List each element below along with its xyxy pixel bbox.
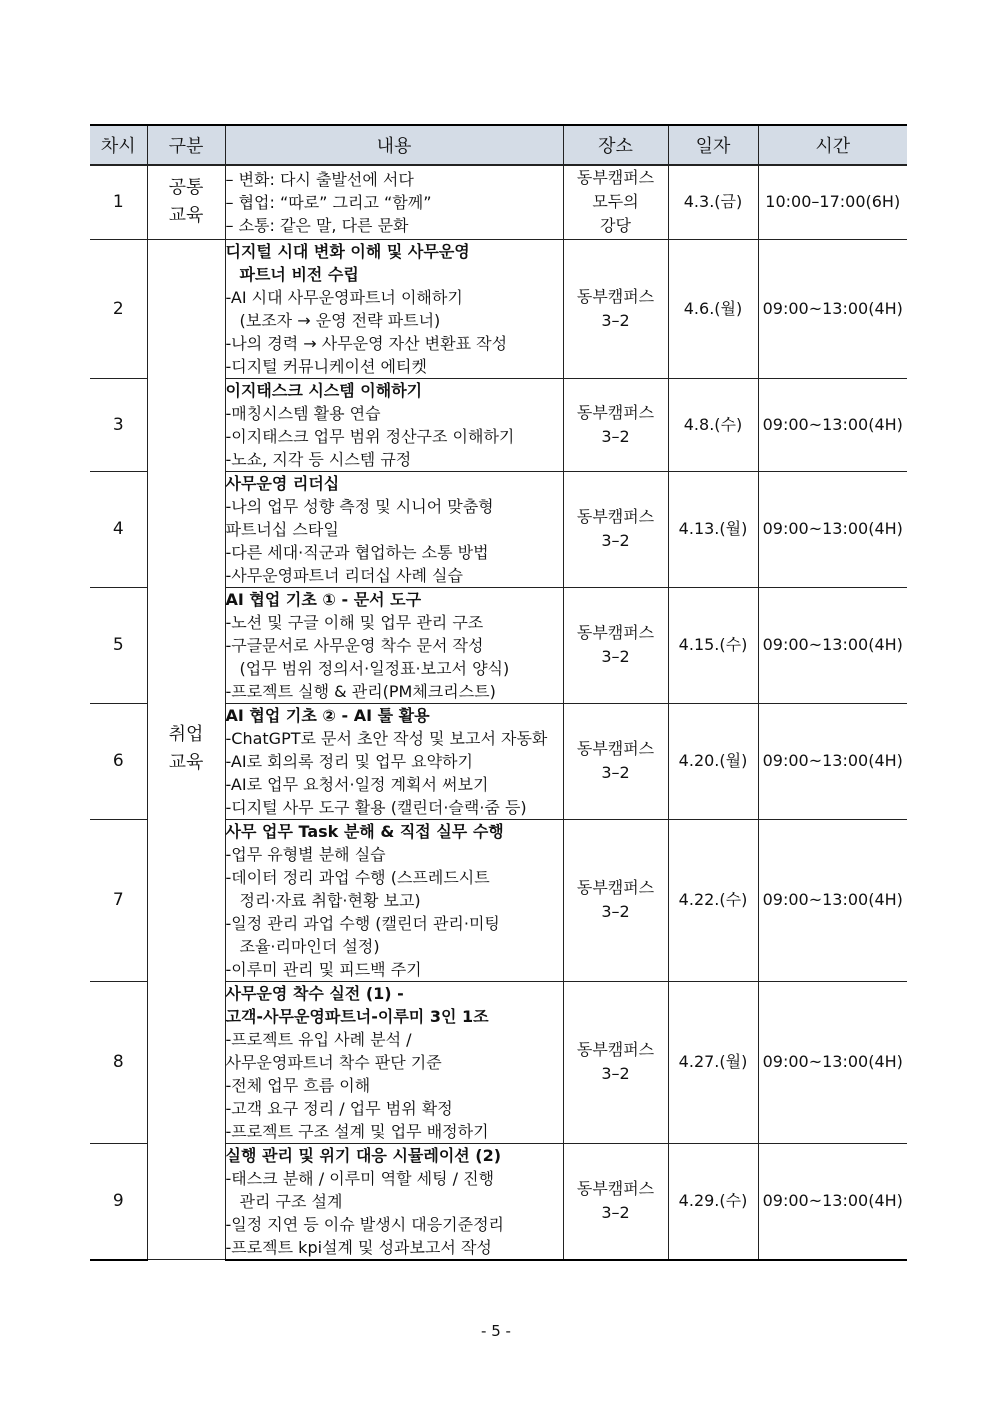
header-time: 시간 (758, 125, 907, 165)
content-line: 사무운영파트너 착수 판단 기준 (225, 1052, 442, 1072)
content-cell (225, 378, 563, 471)
content-line: (보조자 → 운영 전략 파트너) (239, 310, 441, 330)
table-header-row (90, 125, 907, 165)
place-text: 3–2 (601, 763, 630, 782)
place-cell (563, 378, 668, 471)
session-number: 1 (90, 165, 147, 239)
place-text: 강당 (600, 216, 631, 236)
content-heading: 사무운영 착수 실전 (1) - (225, 983, 404, 1003)
place-text: 동부캠퍼스 (576, 286, 655, 306)
place-cell (563, 165, 668, 239)
content-cell (225, 587, 563, 703)
content-cell (225, 239, 563, 378)
content-heading: 이지태스크 시스템 이해하기 (225, 380, 423, 400)
date-cell: 4.29.(수) (668, 1143, 758, 1260)
place-cell (563, 981, 668, 1143)
place-text: 동부캠퍼스 (576, 739, 655, 758)
content-line: 관리 구조 설계 (239, 1191, 343, 1211)
content-heading: 디지털 시대 변화 이해 및 사무운영 (225, 241, 470, 261)
time-cell: 09:00~13:00(4H) (758, 819, 907, 981)
content-heading: 파트너 비전 수립 (239, 264, 359, 284)
content-cell (225, 819, 563, 981)
place-text: 동부캠퍼스 (576, 507, 655, 526)
content-line: -프로젝트 kpi설계 및 성과보고서 작성 (225, 1237, 492, 1257)
place-text: 동부캠퍼스 (576, 878, 655, 897)
content-line: -AI로 업무 요청서·일정 계획서 써보기 (225, 774, 489, 794)
category-text: 교육 (168, 752, 204, 774)
time-cell: 09:00~13:00(4H) (758, 587, 907, 703)
time-cell: 09:00~13:00(4H) (758, 1143, 907, 1260)
content-line: -나의 업무 성향 측정 및 시니어 맞춤형 (225, 496, 494, 516)
content-line: – 소통: 같은 말, 다른 문화 (225, 215, 409, 235)
content-line: -전체 업무 흐름 이해 (225, 1075, 371, 1095)
header-session: 차시 (90, 125, 147, 165)
place-cell (563, 819, 668, 981)
schedule-body (90, 165, 907, 1260)
date-cell: 4.20.(월) (668, 703, 758, 819)
content-line: -나의 경력 → 사무운영 자산 변환표 작성 (225, 333, 508, 353)
time-cell: 09:00~13:00(4H) (758, 239, 907, 378)
place-text: 3–2 (601, 902, 630, 921)
content-line: (업무 범위 정의서·일정표·보고서 양식) (239, 658, 510, 678)
session-number: 6 (90, 703, 147, 819)
content-line: -업무 유형별 분해 실습 (225, 844, 386, 864)
content-line: -AI 시대 사무운영파트너 이해하기 (225, 287, 463, 307)
place-text: 동부캠퍼스 (576, 168, 655, 188)
content-cell (225, 165, 563, 239)
content-line: -구글문서로 사무운영 착수 문서 작성 (225, 635, 484, 655)
time-cell: 09:00~13:00(4H) (758, 981, 907, 1143)
date-cell: 4.15.(수) (668, 587, 758, 703)
content-line: -데이터 정리 과업 수행 (스프레드시트 (225, 867, 490, 887)
content-line: -매칭시스템 활용 연습 (225, 403, 381, 423)
place-text: 모두의 (592, 192, 639, 212)
content-line: -ChatGPT로 문서 초안 작성 및 보고서 자동화 (225, 728, 548, 748)
content-line: -다른 세대·직군과 협업하는 소통 방법 (225, 542, 489, 562)
session-number: 9 (90, 1143, 147, 1260)
content-line: -노쇼, 지각 등 시스템 규정 (225, 449, 412, 469)
session-number: 5 (90, 587, 147, 703)
category-cell (147, 239, 225, 1260)
content-line: -일정 관리 과업 수행 (캘린더 관리·미팅 (225, 913, 500, 933)
session-number: 2 (90, 239, 147, 378)
place-text: 3–2 (601, 531, 630, 550)
content-line: -AI로 회의록 정리 및 업무 요약하기 (225, 751, 473, 771)
session-number: 8 (90, 981, 147, 1143)
content-heading: AI 협업 기초 ② - AI 툴 활용 (225, 705, 430, 725)
page-number: - 5 - (481, 1322, 511, 1340)
category-cell (147, 165, 225, 239)
table-row (90, 239, 907, 378)
date-cell: 4.3.(금) (668, 165, 758, 239)
content-line: – 변화: 다시 출발선에 서다 (225, 169, 414, 189)
header-date: 일자 (668, 125, 758, 165)
place-cell (563, 239, 668, 378)
table-row (90, 165, 907, 239)
content-line: 파트너십 스타일 (225, 519, 339, 539)
date-cell: 4.8.(수) (668, 378, 758, 471)
place-text: 3–2 (601, 647, 630, 666)
content-line: -일정 지연 등 이슈 발생시 대응기준정리 (225, 1214, 504, 1234)
content-line: – 협업: “따로” 그리고 “함께” (225, 192, 432, 212)
content-heading: 사무운영 리더십 (225, 473, 340, 493)
place-text: 동부캠퍼스 (576, 402, 655, 422)
content-heading: AI 협업 기초 ① - 문서 도구 (225, 589, 422, 609)
header-place: 장소 (563, 125, 668, 165)
content-line: -고객 요구 정리 / 업무 범위 확정 (225, 1098, 453, 1118)
place-text: 동부캠퍼스 (576, 1179, 655, 1198)
content-cell (225, 471, 563, 587)
category-text: 교육 (168, 205, 204, 227)
content-line: -프로젝트 구조 설계 및 업무 배정하기 (225, 1121, 489, 1141)
place-text: 동부캠퍼스 (576, 1040, 655, 1059)
place-cell (563, 1143, 668, 1260)
place-text: 3–2 (601, 426, 630, 446)
content-line: -디지털 커뮤니케이션 에티켓 (225, 356, 427, 376)
place-text: 3–2 (601, 310, 630, 330)
content-heading: 실행 관리 및 위기 대응 시뮬레이션 (2) (225, 1145, 502, 1165)
date-cell: 4.13.(월) (668, 471, 758, 587)
content-line: -노션 및 구글 이해 및 업무 관리 구조 (225, 612, 484, 632)
date-cell: 4.22.(수) (668, 819, 758, 981)
category-text: 공통 (168, 177, 204, 199)
time-cell: 09:00~13:00(4H) (758, 471, 907, 587)
content-line: -프로젝트 실행 & 관리(PM체크리스트) (225, 681, 496, 701)
session-number: 4 (90, 471, 147, 587)
place-text: 3–2 (601, 1203, 630, 1222)
time-cell: 09:00~13:00(4H) (758, 703, 907, 819)
content-heading: 고객-사무운영파트너-이루미 3인 1조 (225, 1006, 489, 1026)
session-number: 3 (90, 378, 147, 471)
content-line: -사무운영파트너 리더십 사례 실습 (225, 565, 463, 585)
place-cell (563, 587, 668, 703)
content-cell (225, 981, 563, 1143)
category-text: 취업 (168, 724, 204, 746)
content-line: -태스크 분해 / 이루미 역할 세팅 / 진행 (225, 1168, 495, 1188)
time-cell: 09:00~13:00(4H) (758, 378, 907, 471)
content-cell (225, 1143, 563, 1260)
session-number: 7 (90, 819, 147, 981)
content-cell (225, 703, 563, 819)
content-line: 조율·리마인더 설정) (239, 936, 380, 956)
place-text: 3–2 (601, 1064, 630, 1083)
header-content: 내용 (225, 125, 563, 165)
place-text: 동부캠퍼스 (576, 623, 655, 642)
date-cell: 4.27.(월) (668, 981, 758, 1143)
content-line: -이지태스크 업무 범위 정산구조 이해하기 (225, 426, 515, 446)
content-heading: 사무 업무 Task 분해 & 직접 실무 수행 (225, 821, 504, 841)
content-line: 정리·자료 취합·현황 보고) (239, 890, 421, 910)
content-line: -이루미 관리 및 피드백 주기 (225, 959, 422, 979)
content-line: -디지털 사무 도구 활용 (캘린더·슬랙·줌 등) (225, 797, 527, 817)
header-category: 구분 (147, 125, 225, 165)
date-cell: 4.6.(월) (668, 239, 758, 378)
time-cell: 10:00–17:00(6H) (758, 165, 907, 239)
place-cell (563, 471, 668, 587)
schedule-table (90, 124, 907, 1261)
place-cell (563, 703, 668, 819)
content-line: -프로젝트 유입 사례 분석 / (225, 1029, 412, 1049)
